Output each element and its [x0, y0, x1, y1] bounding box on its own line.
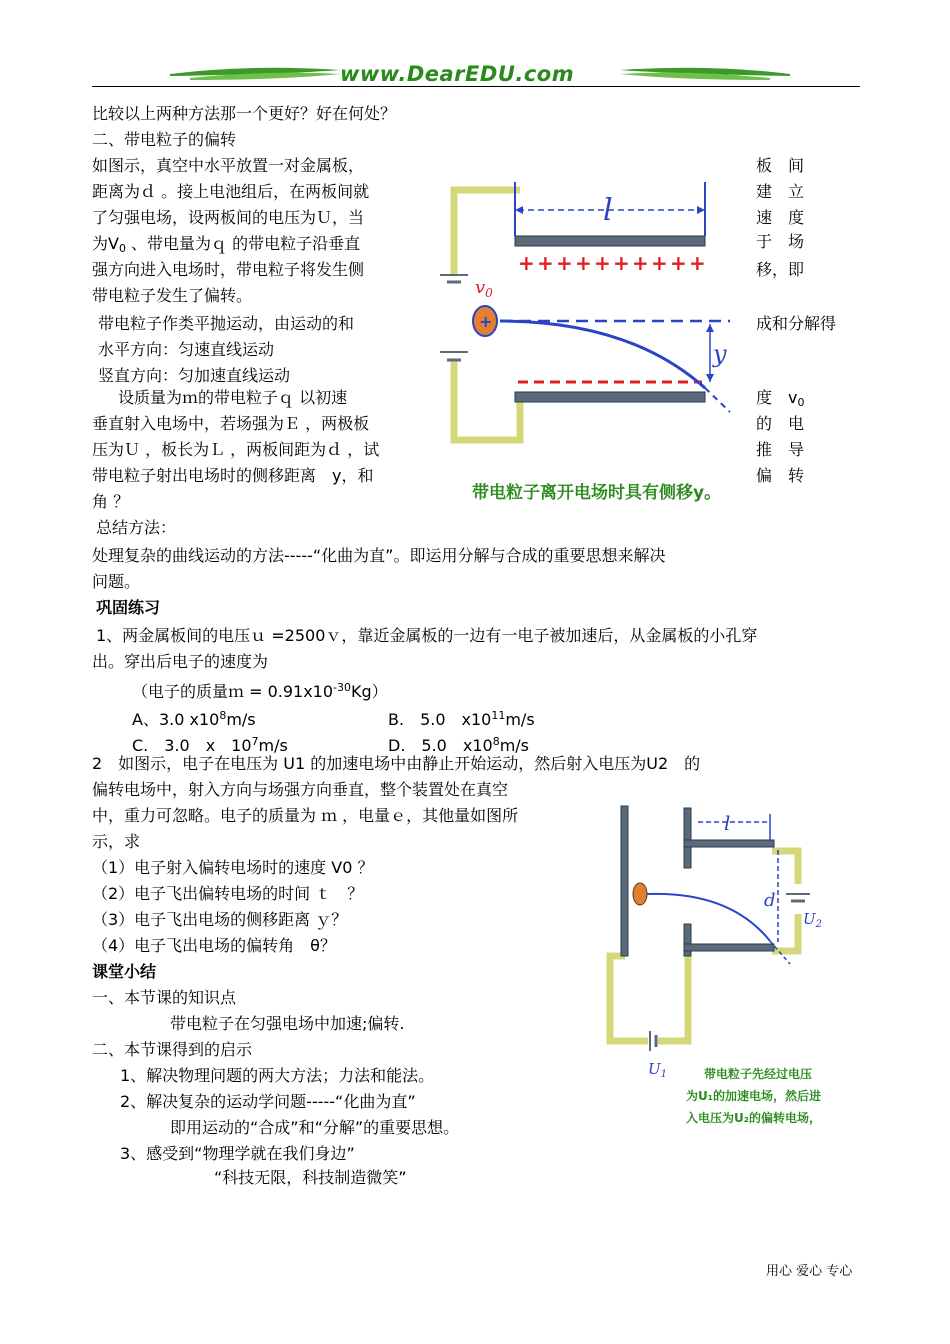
text-line: 垂直射入电场中，若场强为Ｅ ，两极板	[92, 414, 370, 433]
superscript: -30	[333, 681, 352, 694]
circuit-wire-bottom	[454, 360, 520, 440]
summary-method-title: 总结方法：	[96, 518, 177, 537]
text-line: 2、解决复杂的运动学问题-----“化曲为直”	[120, 1092, 416, 1111]
text-fragment: 推 导	[756, 440, 805, 459]
text-fragment: 板 间	[756, 156, 805, 175]
plus-sign: +	[651, 251, 668, 275]
text-span: 为V	[92, 234, 119, 253]
label-v0	[475, 277, 493, 300]
text-line: 二、本节课得到的启示	[92, 1040, 253, 1059]
text-line: 即用运动的“合成”和“分解”的重要思想。	[170, 1118, 460, 1137]
subscript: 0	[797, 396, 805, 409]
sub-question: （1）电子射入偏转电场时的速度 V0 ？	[92, 858, 374, 877]
figure2-caption-line: 入电压为U₂的偏转电场，	[686, 1111, 822, 1125]
header-rule	[92, 86, 860, 87]
text-line: 设质量为ｍ的带电粒子ｑ 以初速	[118, 388, 348, 407]
arrow-right-icon	[697, 206, 705, 214]
label-u1	[648, 1060, 667, 1080]
text-line: 竖直方向：匀加速直线运动	[98, 366, 291, 385]
arrow-down-icon	[706, 374, 714, 382]
plus-sign: +	[689, 251, 706, 275]
text-line: 1、解决物理问题的两大方法；力法和能法。	[120, 1066, 435, 1085]
option-a[interactable]	[132, 706, 256, 730]
footer-slogan: 用心 爱心 专心	[766, 1264, 853, 1279]
text-span: m/s	[226, 710, 256, 729]
deflect-plate-bottom	[684, 944, 774, 951]
text-span: D. 5.0 x10	[388, 736, 493, 755]
trajectory-curve	[647, 894, 770, 941]
text-fragment: 建 立	[756, 182, 805, 201]
text-line: 示，求	[92, 832, 141, 851]
text-line: 带电粒子在匀强电场中加速;偏转.	[170, 1014, 405, 1033]
label-length: l	[724, 811, 731, 835]
circuit-wire-left	[610, 956, 648, 1041]
superscript: 7	[251, 735, 259, 748]
text-line: 出。穿出后电子的速度为	[92, 652, 269, 671]
figure-deflection-diagram	[430, 150, 750, 520]
option-c[interactable]	[132, 732, 288, 756]
positive-charges	[518, 251, 706, 275]
plus-sign: +	[556, 251, 573, 275]
figure1-caption: 带电粒子离开电场时具有侧移y。	[472, 483, 722, 503]
text-fragment: 成和分解得	[756, 314, 837, 333]
practice-heading: 巩固练习	[96, 598, 161, 617]
text-span: m/s	[505, 710, 535, 729]
text-line: 带电粒子作类平抛运动，由运动的和	[98, 314, 355, 333]
circuit-wire-top	[454, 190, 520, 275]
text-fragment: 的 电	[756, 414, 805, 433]
plus-sign: +	[632, 251, 649, 275]
sub-question: （4）电子飞出电场的偏转角 θ？	[92, 936, 336, 955]
text-line: 水平方向：匀速直线运动	[98, 340, 275, 359]
text-line: 强方向进入电场时，带电粒子将发生侧	[92, 260, 365, 279]
text-line: 如图示，真空中水平放置一对金属板，	[92, 156, 365, 175]
particle-charge-sign: +	[479, 312, 493, 331]
superscript: 11	[491, 709, 506, 722]
superscript: 8	[219, 709, 227, 722]
text-fragment: 移，即	[756, 260, 805, 279]
label-v0-main: v	[475, 277, 486, 298]
label-u2	[803, 910, 822, 930]
arrow-up-icon	[706, 324, 714, 332]
text-fragment: 于 场	[756, 232, 805, 251]
accel-plate-left	[621, 806, 628, 956]
text-line: 问题。	[92, 572, 141, 591]
trajectory-curve	[500, 321, 705, 388]
label-v0-sub: 0	[485, 286, 493, 300]
plus-sign: +	[594, 251, 611, 275]
plus-sign: +	[670, 251, 687, 275]
plus-sign: +	[613, 251, 630, 275]
text-line: 处理复杂的曲线运动的方法-----“化曲为直”。即运用分解与合成的重要思想来解决	[92, 546, 666, 565]
text-span: （电子的质量ｍ = 0.91x10	[132, 682, 334, 701]
text-span: B. 5.0 x10	[388, 710, 492, 729]
label-length: l	[603, 193, 613, 228]
option-d[interactable]	[388, 732, 529, 756]
sub-question: （2）电子飞出偏转电场的时间 ｔ ？	[92, 884, 364, 903]
text-span: Kg）	[351, 682, 388, 701]
text-span: m/s	[258, 736, 288, 755]
label-u2-main: U	[803, 910, 816, 928]
label-u2-sub: 2	[815, 919, 823, 930]
sub-question: （3）电子飞出电场的侧移距离 ｙ？	[92, 910, 348, 929]
figure-acceleration-deflection	[600, 796, 823, 1136]
text-line: 带电粒子射出电场时的侧移距离 y，和	[92, 466, 374, 485]
circuit-wire-right	[658, 956, 688, 1041]
subscript: 0	[118, 242, 126, 255]
upper-plate	[515, 236, 705, 246]
question-1: 1、两金属板间的电压ｕ =2500ｖ，靠近金属板的一边有一电子被加速后，从金属板的小孔穿	[96, 626, 758, 645]
plus-sign: +	[575, 251, 592, 275]
deflect-wire-top	[772, 851, 798, 884]
electron-mass-note	[132, 678, 388, 702]
figure2-caption-line: 为U₁的加速电场，然后进	[686, 1089, 822, 1103]
text-line: 了匀强电场，设两板间的电压为Ｕ，当	[92, 208, 365, 227]
text-span: C. 3.0 x 10	[132, 736, 252, 755]
label-u1-main: U	[648, 1060, 661, 1078]
text-line: “科技无限，科技制造微笑”	[214, 1168, 407, 1187]
text-line: 3、感受到“物理学就在我们身边”	[120, 1144, 355, 1163]
text-fragment	[756, 388, 804, 413]
text-span: 度 v	[756, 388, 798, 407]
deflect-wire-bottom	[772, 914, 798, 951]
text-line: 中，重力可忽略。电子的质量为 ｍ ，电量ｅ，其他量如图所	[92, 806, 519, 825]
charged-particle	[633, 883, 647, 905]
text-span: 、带电量为ｑ 的带电粒子沿垂直	[125, 234, 361, 253]
text-fragment: 速 度	[756, 208, 805, 227]
section-heading-deflection: 二、带电粒子的偏转	[92, 130, 237, 149]
label-y: y	[713, 340, 727, 368]
text-fragment: 偏 转	[756, 466, 805, 485]
plus-sign: +	[518, 251, 535, 275]
question-2: 2 如图示，电子在电压为 U1 的加速电场中由静止开始运动，然后射入电压为U2 的	[92, 754, 701, 773]
class-summary-heading: 课堂小结	[92, 962, 157, 981]
text-line: 距离为ｄ 。接上电池组后，在两板间就	[92, 182, 370, 201]
accel-plate-right-top	[684, 808, 691, 868]
text-line: 一、本节课的知识点	[92, 988, 237, 1007]
text-span: A、3.0 x10	[132, 710, 220, 729]
site-logo-text[interactable]: www.DearEDU.com	[340, 62, 575, 86]
exit-direction-line	[705, 388, 730, 412]
text-line: 偏转电场中，射入方向与场强方向垂直，整个装置处在真空	[92, 780, 509, 799]
deflect-plate-top	[684, 840, 774, 847]
plus-sign: +	[537, 251, 554, 275]
text-line: 带电粒子发生了偏转。	[92, 286, 253, 305]
label-gap: d	[764, 890, 776, 911]
option-b[interactable]	[388, 706, 535, 730]
lower-plate	[515, 392, 705, 402]
figure2-caption-line: 带电粒子先经过电压	[704, 1067, 813, 1081]
question-compare: 比较以上两种方法那一个更好？好在何处？	[92, 104, 397, 123]
label-u1-sub: 1	[660, 1069, 668, 1080]
text-line: 角 ？	[92, 492, 130, 511]
text-line	[92, 234, 360, 259]
arrow-left-icon	[515, 206, 523, 214]
text-span: m/s	[499, 736, 529, 755]
superscript: 8	[492, 735, 500, 748]
text-line: 压为Ｕ ，板长为Ｌ ，两板间距为ｄ ，试	[92, 440, 380, 459]
